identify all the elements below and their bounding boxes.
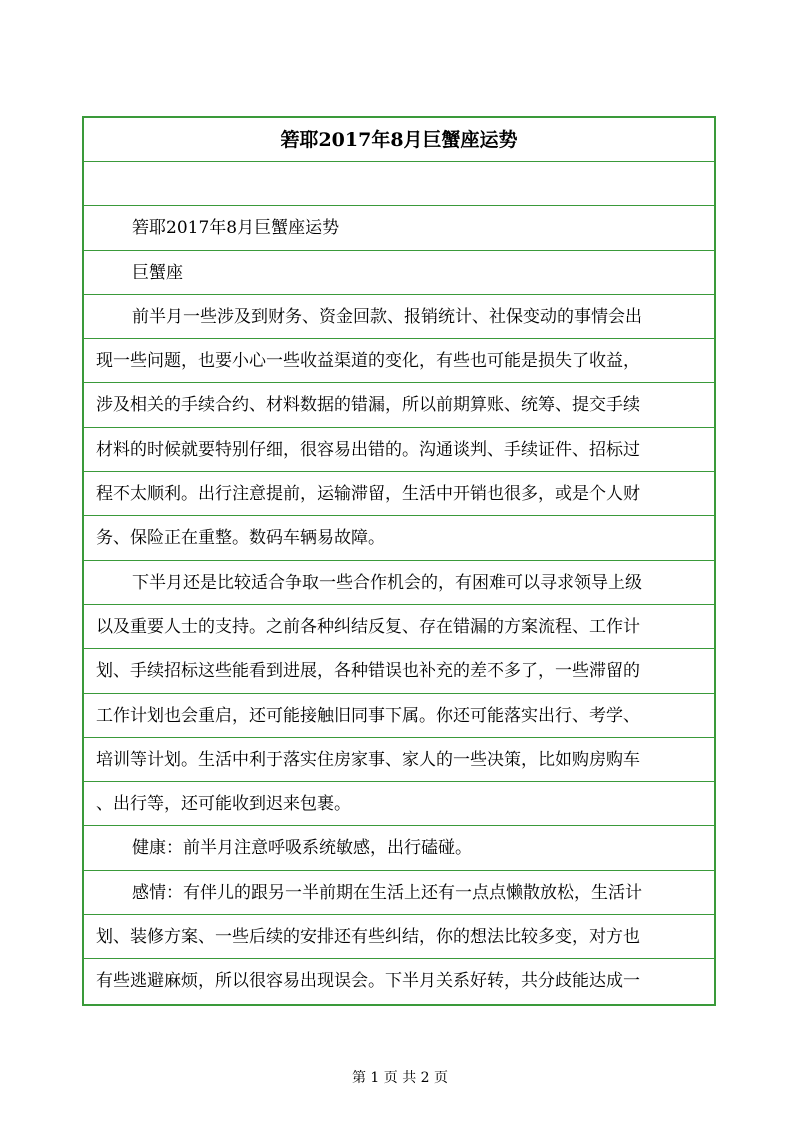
text-line: 务、保险正在重整。数码车辆易故障。	[84, 516, 714, 560]
text-line: 涉及相关的手续合约、材料数据的错漏，所以前期算账、统筹、提交手续	[84, 383, 714, 427]
text-line: 、出行等，还可能收到迟来包裹。	[84, 782, 714, 826]
text-line: 箬耶2017年8月巨蟹座运势	[84, 206, 714, 250]
text-line: 材料的时候就要特别仔细，很容易出错的。沟通谈判、手续证件、招标过	[84, 428, 714, 472]
text-line: 下半月还是比较适合争取一些合作机会的，有困难可以寻求领导上级	[84, 561, 714, 605]
document-table	[82, 116, 716, 1006]
text-line: 以及重要人士的支持。之前各种纠结反复、存在错漏的方案流程、工作计	[84, 605, 714, 649]
text-line: 感情：有伴儿的跟另一半前期在生活上还有一点点懒散放松，生活计	[84, 871, 714, 915]
page-footer: 第 1 页 共 2 页	[351, 1070, 449, 1086]
text-line: 程不太顺利。出行注意提前，运输滞留，生活中开销也很多，或是个人财	[84, 472, 714, 516]
text-line	[84, 162, 714, 206]
text-line: 巨蟹座	[84, 251, 714, 295]
text-line: 划、手续招标这些能看到进展，各种错误也补充的差不多了，一些滞留的	[84, 649, 714, 693]
document-body	[84, 162, 714, 1004]
document-title: 箬耶2017年8月巨蟹座运势	[84, 118, 714, 162]
text-line: 培训等计划。生活中利于落实住房家事、家人的一些决策，比如购房购车	[84, 738, 714, 782]
text-line: 现一些问题，也要小心一些收益渠道的变化，有些也可能是损失了收益，	[84, 339, 714, 383]
text-line: 前半月一些涉及到财务、资金回款、报销统计、社保变动的事情会出	[84, 295, 714, 339]
text-line: 工作计划也会重启，还可能接触旧同事下属。你还可能落实出行、考学、	[84, 694, 714, 738]
text-line: 划、装修方案、一些后续的安排还有些纠结，你的想法比较多变，对方也	[84, 915, 714, 959]
text-line: 健康：前半月注意呼吸系统敏感，出行磕碰。	[84, 826, 714, 870]
text-line: 有些逃避麻烦，所以很容易出现误会。下半月关系好转，共分歧能达成一	[96, 971, 640, 992]
